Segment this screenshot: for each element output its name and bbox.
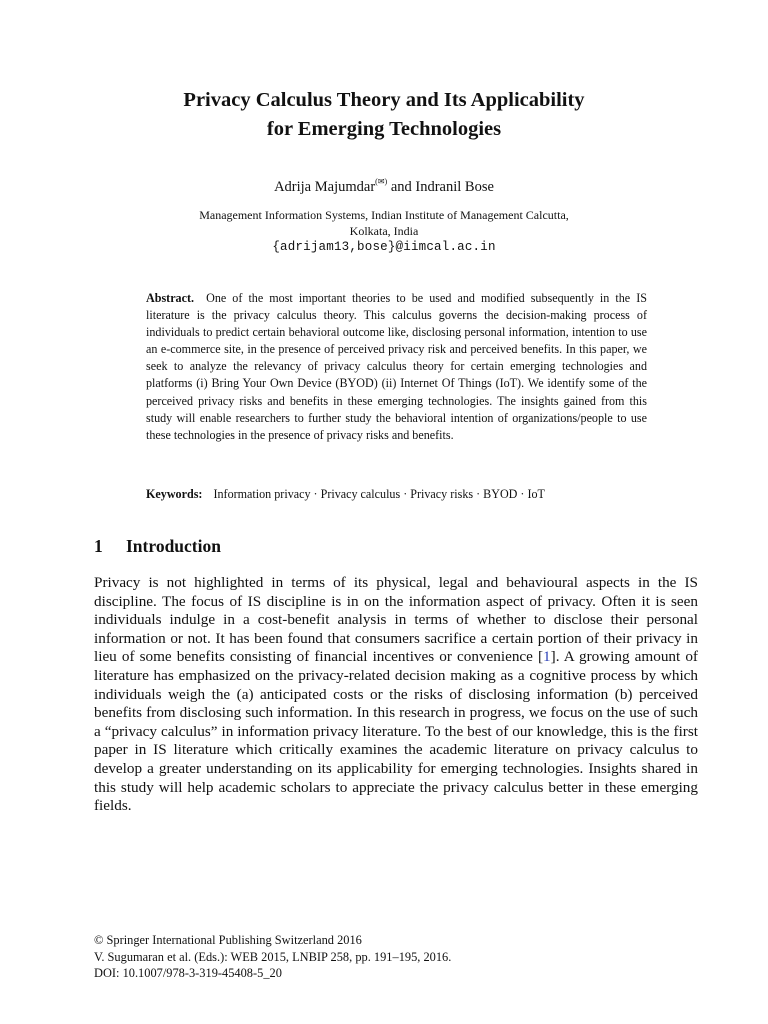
paper-title [0, 86, 768, 144]
body-text-part: Privacy is not highlighted in terms of its physical, legal and behavioural aspects in the IS discipline. The focus of IS discipline is in on the information aspect of privacy. Often it is seen individuals indulge in a cost-benefit analysis in terms of whether to disclose their personal information or not. It has been found that consumers sacrifice a certain portion of their privacy in lieu of some benefits consisting of financial incentives or convenience [ [94, 574, 698, 666]
title-line-1: Privacy Calculus Theory and Its Applicability [183, 89, 585, 111]
copyright-line: © Springer International Publishing Switzerland 2016 [94, 933, 362, 947]
section-heading [94, 535, 221, 557]
introduction-paragraph [94, 574, 698, 816]
body-text-part: ]. A growing amount of literature has emphasized on the privacy-related decision making as a cognitive process by which individuals weigh the (a) anticipated costs or the risks of disclosing information (b) perceived benefits from disclosing such information. In this research in progress, we focus on the use of such a “privacy calculus” in information privacy literature. To the best of our knowledge, this is the first paper in IS literature which critically examines the academic literature on privacy calculus to develop a greater understanding on its applicability for emerging technologies. Insights shared in this study will help academic scholars to appreciate the privacy calculus better in these emerging fields. [94, 648, 698, 815]
citation-line: V. Sugumaran et al. (Eds.): WEB 2015, LNBIP 258, pp. 191–195, 2016. [94, 949, 452, 964]
affiliation-line-1: Management Information Systems, Indian Institute of Management Calcutta, [199, 208, 569, 222]
keywords [146, 486, 666, 503]
section-number: 1 [94, 536, 103, 556]
keywords-text: Information privacy · Privacy calculus · Privacy risks · BYOD · IoT [213, 487, 545, 501]
abstract-label: Abstract. [146, 291, 195, 305]
citation-link[interactable]: 1 [543, 648, 551, 666]
abstract [146, 290, 647, 444]
author-name: Adrija Majumdar [274, 178, 376, 195]
author-name: Indranil Bose [415, 178, 494, 195]
doi-line: DOI: 10.1007/978-3-319-45408-5_20 [94, 966, 282, 980]
copyright-footer [94, 932, 451, 982]
section-title: Introduction [126, 536, 221, 556]
affiliation-line-2: Kolkata, India [349, 224, 419, 238]
corresponding-author-mark: (✉) [375, 177, 388, 186]
title-line-2: for Emerging Technologies [266, 118, 502, 140]
author-list [0, 173, 768, 197]
author-emails[interactable]: {adrijam13,bose}@iimcal.ac.in [272, 240, 496, 254]
abstract-text: One of the most important theories to be used and modified subsequently in the IS literature is the privacy calculus theory. This calculus governs the decision-making process of individuals to predict certain behavioral outcome like, disclosing personal information, intention to use an e-commerce site, in the presence of perceived privacy risk and perceived benefits. In this paper, we seek to analyze the relevancy of privacy calculus theory for certain emerging technologies and platforms (i) Bring Your Own Device (BYOD) (ii) Internet Of Things (IoT). We identify some of the perceived privacy risks and benefits in these emerging technologies. The insights gained from this study will enable researchers to further study the behavioral intention of organizations/people to use these technologies in the presence of privacy risks and benefits. [146, 291, 647, 442]
keywords-label: Keywords: [146, 487, 203, 501]
author-connector: and [387, 178, 416, 195]
affiliation [0, 207, 768, 255]
